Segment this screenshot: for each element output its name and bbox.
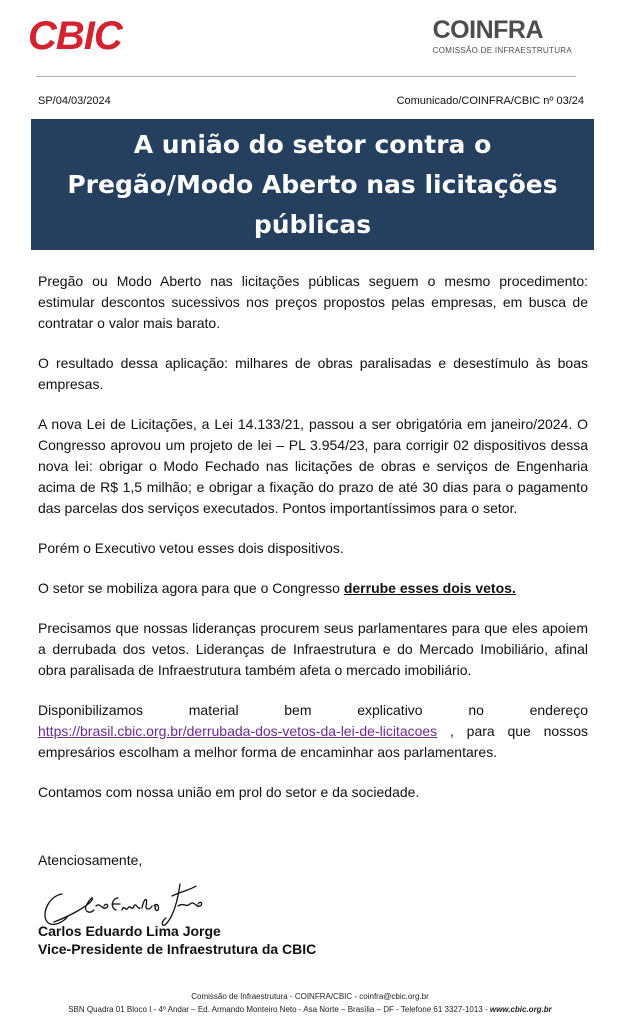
signature-text: Carlos Eduardo Jorge — [40, 876, 50, 877]
letter-body — [38, 271, 588, 822]
document-reference: Comunicado/COINFRA/CBIC nº 03/24 — [396, 95, 584, 107]
paragraph-1: Pregão ou Modo Aberto nas licitações públicas seguem o mesmo procedimento: estimular descontos sucessivos nos preços propostos pelas empresas, em busca de contratar o valor mais barato. — [38, 273, 588, 331]
coinfra-logo — [433, 16, 572, 55]
paragraph-8: Contamos com nossa união em prol do setor e da sociedade. — [38, 784, 420, 800]
footer-address: SBN Quadra 01 Bloco I - 4º Andar – Ed. Armando Monteiro Neto - Asa Norte – Brasília – DF - Telefone 61 3327-1013 - — [68, 1005, 490, 1014]
paragraph-6: Precisamos que nossas lideranças procurem seus parlamentares para que eles apoiem a derrubada dos vetos. Lideranças de Infraestrutura e do Mercado Imobiliário, afinal obra paralisada de Infraestrutura também afeta o mercado imobiliário. — [38, 620, 588, 678]
paragraph-5-emphasis: derrube esses dois vetos. — [343, 580, 516, 596]
paragraph-7-text-end: , para que nossos empresários escolham a melhor forma de encaminhar aos parlamentares. — [38, 723, 588, 760]
footer-line-2 — [0, 1003, 620, 1016]
title-banner — [31, 119, 594, 250]
coinfra-logo-subtitle: COMISSÃO DE INFRAESTRUTURA — [432, 46, 572, 55]
footer-website[interactable]: www.cbic.org.br — [489, 1005, 552, 1014]
cbic-logo: CBIC — [28, 14, 122, 58]
material-link[interactable]: https://brasil.cbic.org.br/derrubada-dos-vetos-da-lei-de-licitacoes — [38, 723, 438, 739]
closing-greeting: Atenciosamente, — [38, 852, 143, 868]
paragraph-7-text: Disponibilizamos material bem explicativo no endereço — [38, 702, 588, 718]
paragraph-5 — [38, 578, 588, 599]
document-date: SP/04/03/2024 — [38, 95, 111, 107]
letterhead — [0, 0, 620, 80]
coinfra-logo-name: COINFRA — [432, 16, 544, 44]
footer — [0, 990, 620, 1016]
paragraph-3: A nova Lei de Licitações, a Lei 14.133/21, passou a ser obrigatória em janeiro/2024. O Congresso aprovou um projeto de lei – PL 3.954/23, para corrigir 02 dispositivos dessa nova lei: obrigar o Modo Fechado nas licitações de obras e serviços de Engenharia acima de R$ 1,5 milhão; e obrigar a fixação do prazo de até 30 dias para o pagamento das parcelas dos serviços executados. Pontos importantíssimos para o setor. — [38, 416, 588, 516]
signatory-name: Carlos Eduardo Lima Jorge — [38, 923, 221, 939]
signatory-title: Vice-Presidente de Infraestrutura da CBIC — [38, 941, 317, 957]
paragraph-4: Porém o Executivo vetou esses dois dispositivos. — [38, 540, 344, 556]
paragraph-7 — [38, 700, 588, 763]
header-divider — [36, 76, 576, 77]
paragraph-2: O resultado dessa aplicação: milhares de obras paralisadas e desestímulo às boas empresas. — [38, 355, 588, 392]
document-title: A união do setor contra o Pregão/Modo Aberto nas licitações públicas — [67, 129, 558, 239]
footer-line-1: Comissão de Infraestrutura - COINFRA/CBIC - coinfra@cbic.org.br — [191, 992, 429, 1001]
paragraph-5-text: O setor se mobiliza agora para que o Congresso — [38, 580, 344, 596]
